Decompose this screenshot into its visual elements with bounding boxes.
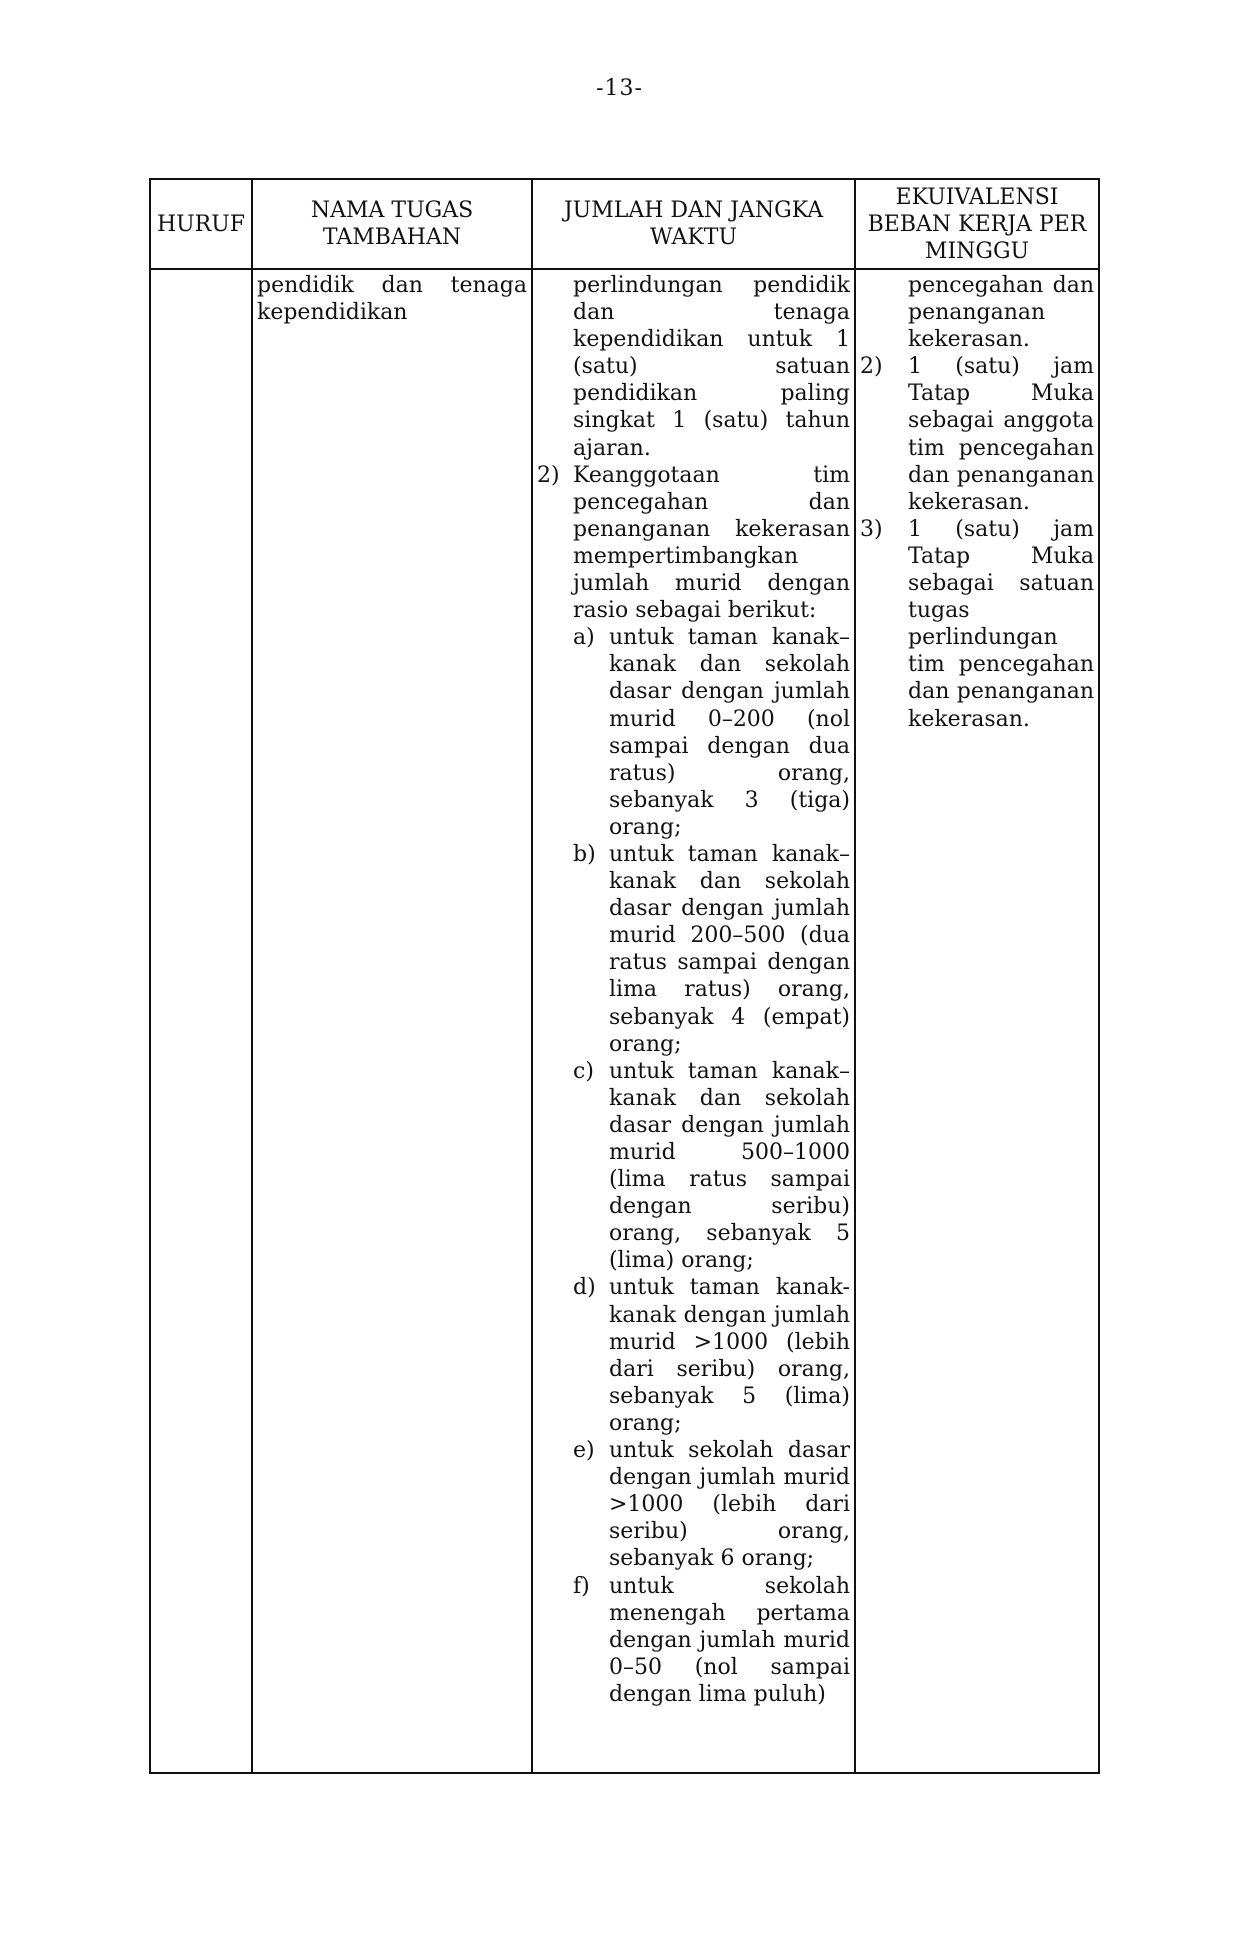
- list-item-text: untuk sekolah menengah pertama dengan jumlah murid 0–50 (nol sampai dengan lima puluh): [609, 1573, 850, 1707]
- cell-jumlah-jangka-waktu: [532, 269, 855, 1773]
- list-marker: [537, 272, 573, 462]
- list-marker: b): [573, 841, 596, 867]
- list-item: [573, 1437, 850, 1572]
- ekuivalensi-continuation: [860, 272, 1094, 353]
- list-item: [573, 1274, 850, 1437]
- jumlah-continuation: [537, 272, 850, 462]
- list-item-text: untuk taman kanak–kanak dan sekolah dasar dengan jumlah murid 0–200 (nol sampai dengan dua ratus) orang, sebanyak 3 (tiga) orang;: [609, 625, 850, 840]
- list-marker: e): [573, 1438, 595, 1464]
- list-item: [860, 516, 1094, 733]
- list-item: [573, 624, 850, 841]
- list-item: [573, 1058, 850, 1275]
- nama-tugas-text: pendidik dan tenaga kependidikan: [257, 273, 527, 326]
- cell-ekuivalensi: [855, 269, 1099, 1773]
- list-marker: 2): [860, 354, 883, 380]
- workload-table: [149, 178, 1100, 1774]
- list-marker: c): [573, 1058, 594, 1084]
- list-item-text: untuk taman kanak–kanak dan sekolah dasar dengan jumlah murid 500–1000 (lima ratus sampai dengan seribu) orang, sebanyak 5 (lima) orang;: [609, 1058, 850, 1274]
- ekuivalensi-continuation-text: pencegahan dan penanganan kekerasan.: [908, 273, 1094, 353]
- list-item: [573, 1573, 850, 1708]
- table-row: [150, 269, 1099, 1773]
- cell-nama-tugas: [252, 269, 532, 1773]
- list-item-text: untuk taman kanak–kanak dan sekolah dasar dengan jumlah murid 200–500 (dua ratus sampai dengan lima ratus) orang, sebanyak 4 (empat) orang;: [609, 841, 850, 1057]
- list-marker: 3): [860, 516, 883, 542]
- header-huruf: HURUF: [150, 179, 252, 269]
- list-item-text: 1 (satu) jam Tatap Muka sebagai satuan tugas perlindungan tim pencegahan dan penanganan kekerasan.: [908, 516, 1094, 732]
- jumlah-item-2: [537, 462, 850, 1708]
- list-marker: 2): [537, 462, 560, 488]
- list-item: [573, 841, 850, 1058]
- table-header-row: [150, 179, 1099, 269]
- list-item-text: 1 (satu) jam Tatap Muka sebagai anggota tim pencegahan dan penanganan kekerasan.: [908, 354, 1094, 515]
- list-marker: d): [573, 1275, 596, 1301]
- list-item-text: untuk sekolah dasar dengan jumlah murid >1000 (lebih dari seribu) orang, sebanyak 6 orang;: [609, 1438, 850, 1572]
- cell-huruf: [150, 269, 252, 1773]
- list-marker: f): [573, 1573, 590, 1599]
- ratio-sub-list: [573, 624, 850, 1708]
- list-marker: a): [573, 625, 595, 651]
- jumlah-item-2-text: Keanggotaan tim pencegahan dan penanganan kekerasan mempertimbangkan jumlah murid dengan rasio sebagai berikut:: [573, 462, 850, 624]
- list-marker: [860, 272, 908, 353]
- jumlah-continuation-text: perlindungan pendidik dan tenaga kependidikan untuk 1 (satu) satuan pendidikan paling singkat 1 (satu) tahun ajaran.: [573, 273, 850, 461]
- header-jumlah-jangka-waktu: JUMLAH DAN JANGKA WAKTU: [532, 179, 855, 269]
- jumlah-item-2-body: [573, 462, 850, 1708]
- list-item-text: untuk taman kanak-kanak dengan jumlah murid >1000 (lebih dari seribu) orang, sebanyak 5 (lima) orang;: [609, 1275, 850, 1436]
- page-number: -13-: [596, 76, 643, 101]
- header-nama-tugas: NAMA TUGAS TAMBAHAN: [252, 179, 532, 269]
- header-ekuivalensi: EKUIVALENSI BEBAN KERJA PER MINGGU: [855, 179, 1099, 269]
- list-item: [860, 353, 1094, 516]
